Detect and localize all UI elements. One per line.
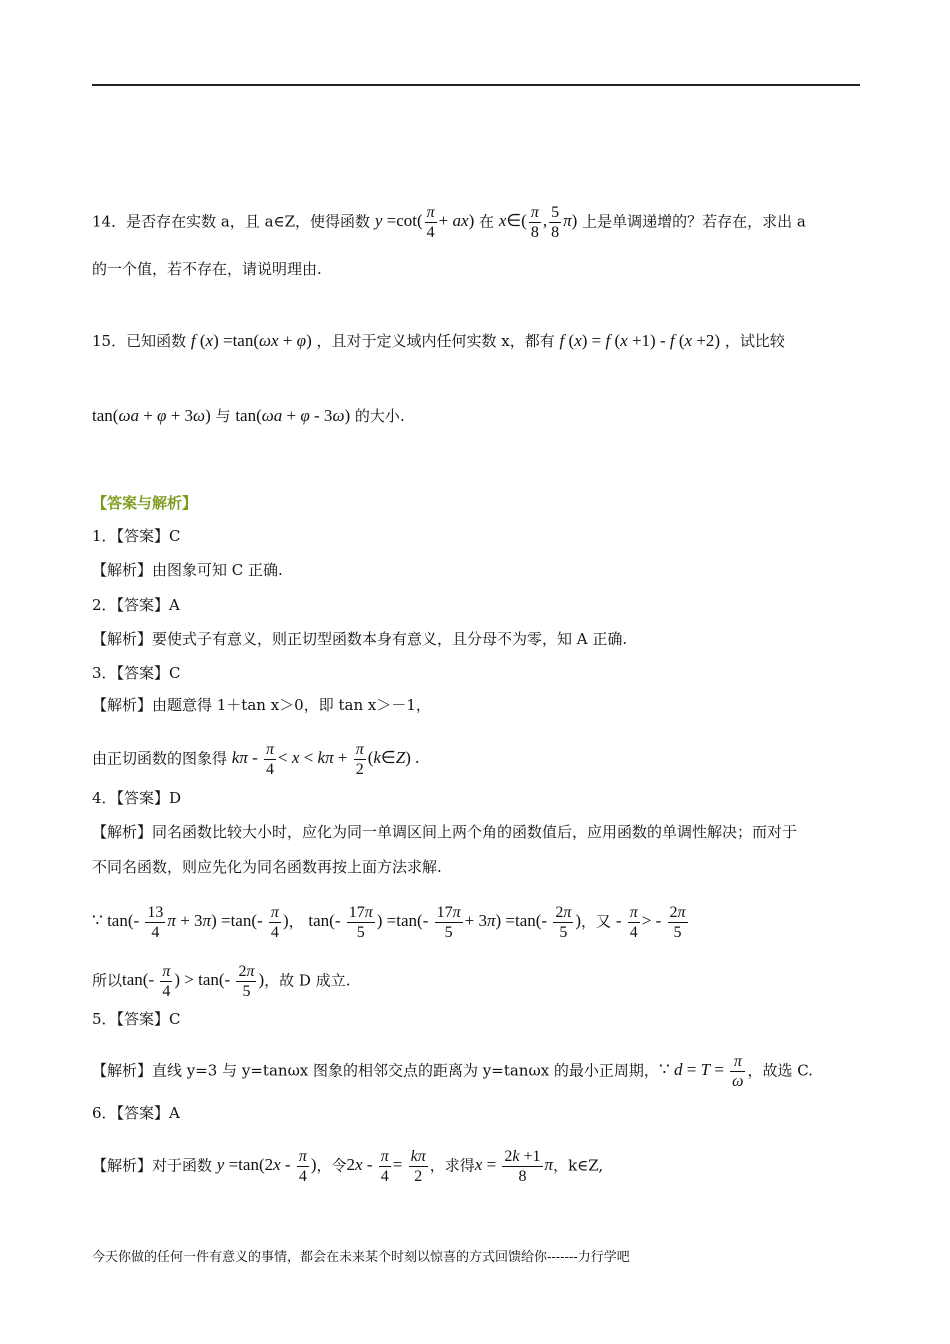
explanation-4-line4 <box>92 962 351 1001</box>
q14-text-pre: 14．是否存在实数 a，且 a∈Z，使得函数 <box>92 212 371 231</box>
q15-function-formula: f (x) =tan(ωx + φ) <box>190 331 312 350</box>
explanation-4-sep1: ， <box>288 912 304 931</box>
q14-line2: 的一个值，若不存在，请说明理由. <box>92 260 322 278</box>
answer-3: 3．【答案】C <box>92 664 181 682</box>
q15-line1 <box>92 330 785 352</box>
q14-line1 <box>92 203 806 242</box>
explanation-6-text: 【解析】对于函数 <box>92 1156 213 1175</box>
q15-text-post2: 的大小. <box>354 407 405 425</box>
q15-text-pre: 15．已知函数 <box>92 332 187 350</box>
explanation-4-sep2: ，又 <box>581 912 612 931</box>
footer-motto: 今天你做的任何一件有意义的事情，都会在未来某个时刻以惊喜的方式回馈给你-------力行学吧 <box>92 1250 630 1265</box>
explanation-6 <box>92 1147 603 1186</box>
explanation-3b-text: 由正切函数的图象得 <box>92 749 228 768</box>
explanation-3: 【解析】由题意得 1＋tan x＞0，即 tan x＞－1， <box>92 696 431 714</box>
explanation-3b <box>92 740 419 779</box>
answer-2: 2．【答案】A <box>92 596 180 614</box>
explanation-5-formula: ∵ d = T = $\frac{\pi}{\omega}$ <box>658 1053 744 1090</box>
q14-interval-formula: x∈( $\frac{\pi}{8}$ , $\frac{5}{8}$ π) <box>498 204 578 241</box>
q14-text-mid: 在 <box>479 212 495 231</box>
explanation-4-line2: 不同名函数，则应先化为同名函数再按上面方法求解. <box>92 858 442 876</box>
explanation-4-formula-a: ∵ tan(- $\frac{13}{4}$ π + 3π) =tan(- $\frac{\pi}{4}$ ) <box>92 904 289 941</box>
q15-text-mid: ，且对于定义域内任何实数 x，都有 <box>316 332 555 350</box>
explanation-4-line3 <box>92 903 690 942</box>
explanation-4-text-end: ，故 D 成立. <box>264 971 351 990</box>
answer-6: 6．【答案】A <box>92 1104 180 1122</box>
explanation-6-formula-a: y =tan(2x - $\frac{\pi}{4}$ ) <box>216 1148 317 1185</box>
answer-5: 5．【答案】C <box>92 1010 181 1028</box>
explanation-6-text-end: ，k∈Z, <box>553 1156 604 1175</box>
answers-heading: 【答案与解析】 <box>92 494 198 512</box>
explanation-6-formula-c: x = $\frac{2k +1}{8}$ π <box>474 1148 554 1185</box>
answer-1: 1．【答案】C <box>92 527 181 545</box>
explanation-4-line1: 【解析】同名函数比较大小时，应化为同一单调区间上两个角的函数值后，应用函数的单调性解决；而对于 <box>92 823 798 841</box>
q15-expr-b: tan(ωa + φ - 3ω) <box>235 406 351 425</box>
explanation-3b-formula: kπ - $\frac{\pi}{4}$ < x < kπ + $\frac{\pi}{2}$ (k∈Z) . <box>231 741 420 778</box>
q14-function-formula: y =cot( $\frac{\pi}{4}$ + ax) <box>374 204 475 241</box>
explanation-5 <box>92 1052 813 1091</box>
explanation-4-formula-b: tan(- $\frac{17\pi}{5}$ ) =tan(- $\frac{17\pi}{5}$ + 3π) =tan(- $\frac{2\pi}{5}$ ) <box>308 904 582 941</box>
explanation-2: 【解析】要使式子有意义，则正切型函数本身有意义，且分母不为零，知 A 正确. <box>92 630 628 648</box>
explanation-4-formula-d: tan(- $\frac{\pi}{4}$ ) > tan(- $\frac{2\pi}{5}$ ) <box>122 963 265 1000</box>
explanation-4-text-so: 所以 <box>92 971 123 990</box>
q14-text-post: 上是单调递增的？若存在，求出 a <box>582 212 806 231</box>
header-rule <box>92 84 860 86</box>
q15-identity-formula: f (x) = f (x +1) - f (x +2) <box>559 331 721 350</box>
explanation-5-text-end: ，故选 C. <box>747 1061 813 1080</box>
explanation-6-formula-b: 2x - $\frac{\pi}{4}$ = $\frac{k\pi}{2}$ <box>346 1148 426 1185</box>
q15-expr-a: tan(ωa + φ + 3ω) <box>92 406 211 425</box>
explanation-6-sep1: ，令 <box>316 1156 347 1175</box>
explanation-6-sep2: ，求得 <box>429 1156 475 1175</box>
q15-line2 <box>92 405 405 427</box>
answer-4: 4．【答案】D <box>92 789 182 807</box>
explanation-4-formula-c: - $\frac{\pi}{4}$ > - $\frac{2\pi}{5}$ <box>615 904 686 941</box>
q15-text-and: 与 <box>215 407 231 425</box>
q15-text-post: ，试比较 <box>724 332 785 350</box>
explanation-5-text: 【解析】直线 y=3 与 y=tanωx 图象的相邻交点的距离为 y=tanωx 的最小正周期， <box>92 1061 659 1080</box>
explanation-1: 【解析】由图象可知 C 正确. <box>92 561 283 579</box>
